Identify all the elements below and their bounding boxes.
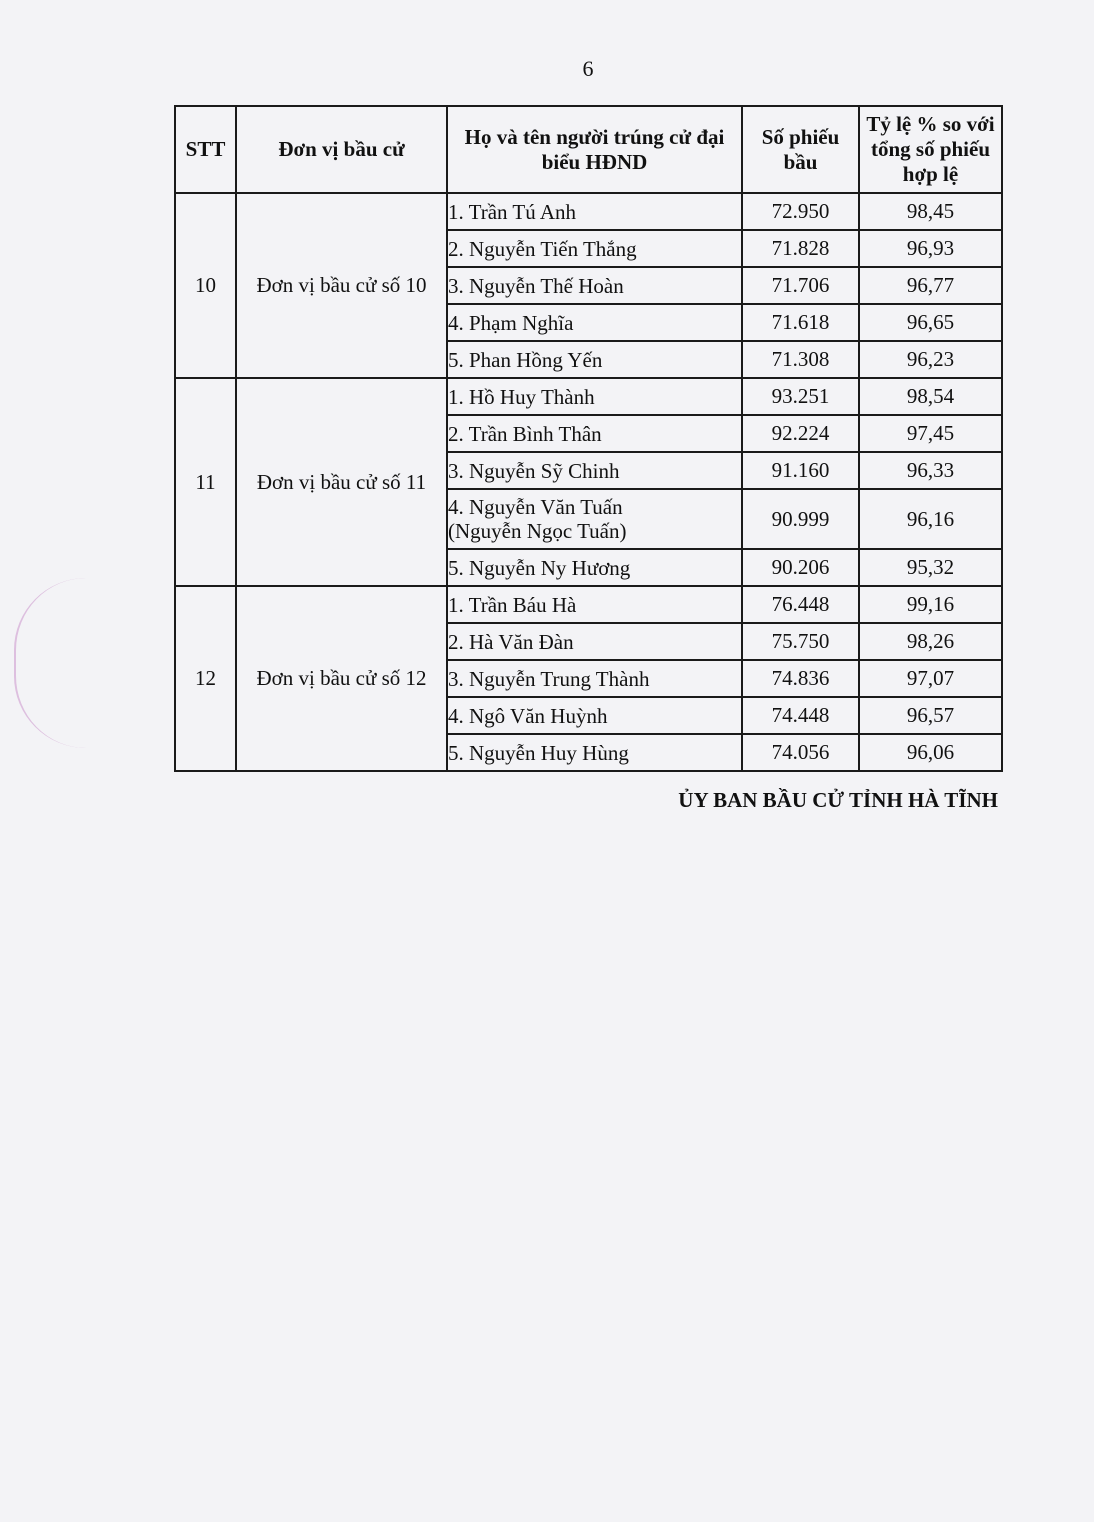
name-line: 4. Nguyễn Văn Tuấn xyxy=(448,495,623,519)
votes-cell: 74.448 xyxy=(742,697,859,734)
percent-cell: 96,57 xyxy=(859,697,1002,734)
votes-cell: 74.836 xyxy=(742,660,859,697)
committee-signature: ỦY BAN BẦU CỬ TỈNH HÀ TĨNH xyxy=(678,788,998,812)
name-cell: 1. Hồ Huy Thành xyxy=(447,378,742,415)
percent-cell: 96,65 xyxy=(859,304,1002,341)
votes-cell: 72.950 xyxy=(742,193,859,230)
stt-cell: 12 xyxy=(175,586,236,771)
percent-cell: 96,77 xyxy=(859,267,1002,304)
name-line-alias: (Nguyễn Ngọc Tuấn) xyxy=(448,519,627,543)
percent-cell: 96,33 xyxy=(859,452,1002,489)
name-cell: 4. Phạm Nghĩa xyxy=(447,304,742,341)
name-cell: 1. Trần Báu Hà xyxy=(447,586,742,623)
name-cell: 2. Nguyễn Tiến Thắng xyxy=(447,230,742,267)
unit-cell: Đơn vị bầu cử số 11 xyxy=(236,378,447,586)
percent-cell: 97,45 xyxy=(859,415,1002,452)
table-row xyxy=(175,586,1002,623)
results-table xyxy=(174,105,1003,772)
header-votes: Số phiếu bầu xyxy=(742,106,859,193)
votes-cell: 90.999 xyxy=(742,489,859,549)
name-cell: 4. Ngô Văn Huỳnh xyxy=(447,697,742,734)
header-unit: Đơn vị bầu cử xyxy=(236,106,447,193)
votes-cell: 93.251 xyxy=(742,378,859,415)
name-cell: 1. Trần Tú Anh xyxy=(447,193,742,230)
percent-cell: 95,32 xyxy=(859,549,1002,586)
header-name: Họ và tên người trúng cử đại biểu HĐND xyxy=(447,106,742,193)
table-header-row xyxy=(175,106,1002,193)
votes-cell: 74.056 xyxy=(742,734,859,771)
votes-cell: 71.828 xyxy=(742,230,859,267)
percent-cell: 98,26 xyxy=(859,623,1002,660)
percent-cell: 96,23 xyxy=(859,341,1002,378)
table-row xyxy=(175,193,1002,230)
votes-cell: 91.160 xyxy=(742,452,859,489)
percent-cell: 96,93 xyxy=(859,230,1002,267)
percent-cell: 96,16 xyxy=(859,489,1002,549)
percent-cell: 96,06 xyxy=(859,734,1002,771)
votes-cell: 92.224 xyxy=(742,415,859,452)
votes-cell: 71.308 xyxy=(742,341,859,378)
name-cell: 3. Nguyễn Trung Thành xyxy=(447,660,742,697)
votes-cell: 76.448 xyxy=(742,586,859,623)
name-cell: 5. Nguyễn Huy Hùng xyxy=(447,734,742,771)
header-percent: Tỷ lệ % so với tổng số phiếu hợp lệ xyxy=(859,106,1002,193)
header-stt: STT xyxy=(175,106,236,193)
name-cell: 2. Trần Bình Thân xyxy=(447,415,742,452)
percent-cell: 97,07 xyxy=(859,660,1002,697)
name-cell: 3. Nguyễn Thế Hoàn xyxy=(447,267,742,304)
name-cell: 5. Phan Hồng Yến xyxy=(447,341,742,378)
name-cell xyxy=(447,489,742,549)
percent-cell: 98,54 xyxy=(859,378,1002,415)
page-number: 6 xyxy=(582,56,594,81)
votes-cell: 71.706 xyxy=(742,267,859,304)
table-row xyxy=(175,378,1002,415)
name-cell: 2. Hà Văn Đàn xyxy=(447,623,742,660)
unit-cell: Đơn vị bầu cử số 10 xyxy=(236,193,447,378)
votes-cell: 75.750 xyxy=(742,623,859,660)
stt-cell: 10 xyxy=(175,193,236,378)
percent-cell: 98,45 xyxy=(859,193,1002,230)
stt-cell: 11 xyxy=(175,378,236,586)
votes-cell: 71.618 xyxy=(742,304,859,341)
unit-cell: Đơn vị bầu cử số 12 xyxy=(236,586,447,771)
name-cell: 3. Nguyễn Sỹ Chinh xyxy=(447,452,742,489)
name-cell: 5. Nguyễn Ny Hương xyxy=(447,549,742,586)
percent-cell: 99,16 xyxy=(859,586,1002,623)
votes-cell: 90.206 xyxy=(742,549,859,586)
stamp-mark xyxy=(14,578,86,748)
